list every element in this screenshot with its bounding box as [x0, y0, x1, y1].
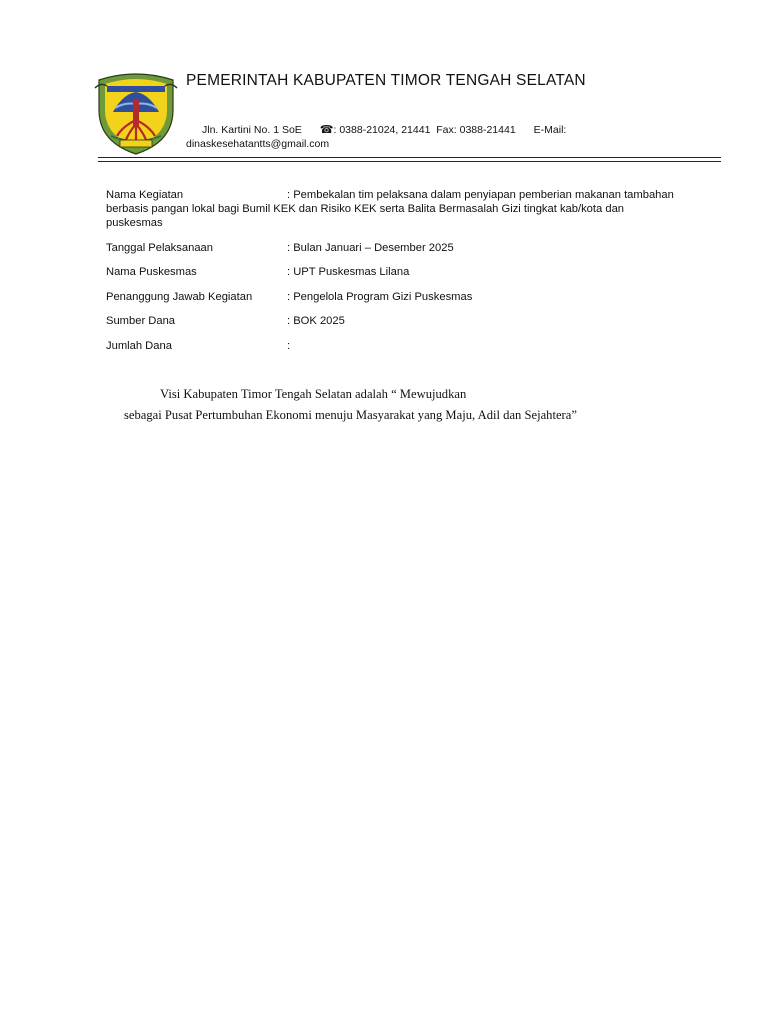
info-row — [106, 339, 681, 353]
info-row — [106, 290, 681, 304]
email-label: E-Mail: — [533, 124, 567, 136]
info-value: : UPT Puskesmas Lilana — [287, 266, 410, 279]
info-row — [106, 241, 681, 255]
info-label: Jumlah Dana — [106, 339, 172, 352]
info-value: : Pengelola Program Gizi Puskesmas — [287, 290, 473, 303]
info-label: Nama Kegiatan — [106, 189, 184, 201]
info-row — [106, 188, 681, 230]
regency-emblem-icon — [93, 70, 179, 156]
info-label: Tanggal Pelaksanaan — [106, 241, 213, 254]
fax-number: Fax: 0388-21441 — [436, 124, 516, 136]
info-value: : BOK 2025 — [287, 315, 345, 328]
email-address: dinaskesehatantts@gmail.com — [186, 138, 330, 150]
header-divider-thin — [98, 161, 721, 162]
activity-info — [106, 188, 681, 364]
header-divider — [98, 157, 721, 158]
info-row — [106, 265, 681, 279]
telephone-icon: ☎ — [319, 124, 334, 136]
vision-statement — [100, 384, 700, 426]
street-address: Jln. Kartini No. 1 SoE — [202, 124, 302, 136]
info-value: : Bulan Januari – Desember 2025 — [287, 241, 454, 254]
info-value: : Pembekalan tim pelaksana dalam penyiapan pemberian makanan tambahan berbasis pangan lokal bagi Bumil KEK dan Risiko KEK serta Balita Bermasalah Gizi tingkat kab/kota dan puskesmas — [106, 189, 674, 229]
info-row — [106, 314, 681, 328]
vision-line-2: sebagai Pusat Pertumbuhan Ekonomi menuju Masyarakat yang Maju, Adil dan Sejahtera” — [124, 408, 577, 422]
address-block — [186, 123, 726, 151]
info-label: Penanggung Jawab Kegiatan — [106, 290, 253, 303]
info-label: Nama Puskesmas — [106, 266, 197, 279]
vision-line-1: Visi Kabupaten Timor Tengah Selatan adalah “ Mewujudkan — [160, 387, 467, 401]
info-label: Sumber Dana — [106, 315, 176, 328]
agency-name: PEMERINTAH KABUPATEN TIMOR TENGAH SELATAN — [186, 72, 586, 89]
info-value: : — [287, 339, 291, 352]
phone-number: : 0388-21024, 21441 — [333, 124, 431, 136]
